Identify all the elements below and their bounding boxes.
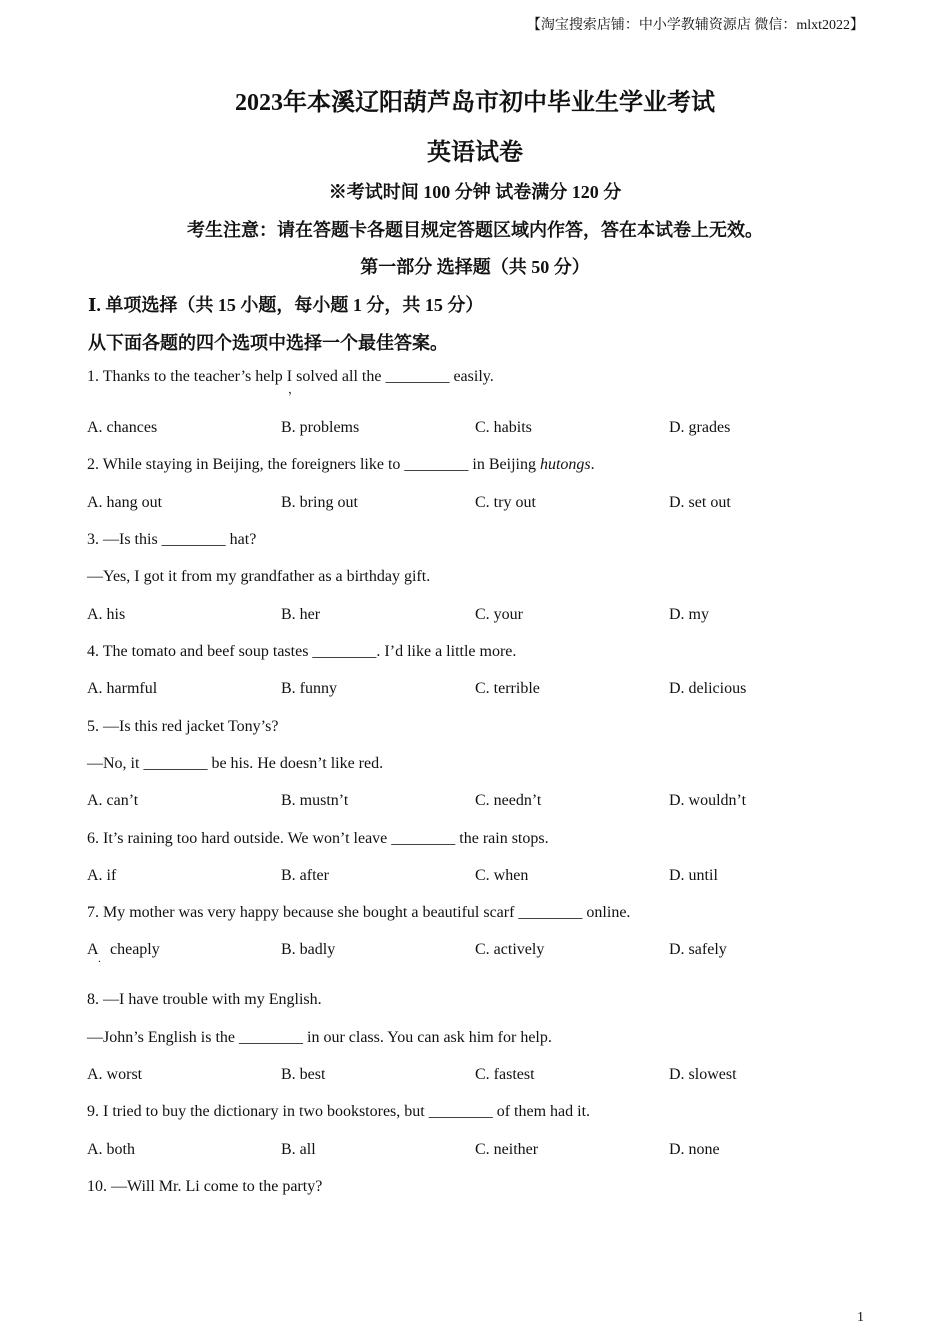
question-3-line-2: —Yes, I got it from my grandfather as a birthday gift. — [87, 568, 431, 585]
q7-option-b: B. badly — [281, 941, 336, 958]
q3-option-b: B. her — [281, 606, 321, 623]
q5-option-b: B. mustn’t — [281, 792, 349, 809]
q1-option-a: A. chances — [87, 419, 158, 436]
question-2 — [87, 456, 595, 474]
question-6: 6. It’s raining too hard outside. We won’t leave ________ the rain stops. — [87, 830, 549, 847]
question-4: 4. The tomato and beef soup tastes ________. I’d like a little more. — [87, 643, 517, 660]
question-2-end: . — [590, 456, 595, 473]
question-8-line-2: —John’s English is the ________ in our class. You can ask him for help. — [87, 1029, 552, 1046]
q9-option-c: C. neither — [475, 1141, 539, 1158]
question-1-comma-mark: ， — [288, 382, 301, 396]
q4-option-a: A. harmful — [87, 680, 158, 697]
question-5-line-2: —No, it ________ be his. He doesn’t like red. — [87, 755, 384, 772]
q4-option-c: C. terrible — [475, 680, 540, 697]
q7-option-c: C. actively — [475, 941, 545, 958]
q6-option-a: A. if — [87, 867, 117, 884]
q3-option-d: D. my — [669, 606, 709, 623]
question-1: 1. Thanks to the teacher’s help I solved all the ________ easily. — [87, 368, 494, 385]
q4-option-b: B. funny — [281, 680, 337, 697]
q9-option-a: A. both — [87, 1141, 135, 1158]
q7-option-d: D. safely — [669, 941, 727, 958]
q6-option-b: B. after — [281, 867, 329, 884]
exam-subtitle: 英语试卷 — [427, 140, 523, 166]
q8-option-c: C. fastest — [475, 1066, 535, 1083]
section-heading: Ⅰ. 单项选择（共 15 小题，每小题 1 分，共 15 分） — [88, 295, 484, 315]
question-5-line-1: 5. —Is this red jacket Tony’s? — [87, 718, 279, 735]
page-number: 1 — [857, 1310, 864, 1325]
question-10-line-1: 10. —Will Mr. Li come to the party? — [87, 1178, 323, 1195]
q7-option-a-word: cheaply — [110, 941, 160, 958]
q1-option-b: B. problems — [281, 419, 360, 436]
question-2-italic-word: hutongs — [539, 456, 591, 473]
question-3-line-1: 3. —Is this ________ hat? — [87, 531, 257, 548]
q7-option-a-letter: A — [87, 941, 99, 958]
q3-option-a: A. his — [87, 606, 126, 623]
q4-option-d: D. delicious — [669, 680, 747, 697]
q8-option-d: D. slowest — [669, 1066, 737, 1083]
part-heading: 第一部分 选择题（共 50 分） — [360, 257, 590, 277]
q2-option-c: C. try out — [475, 494, 536, 511]
q8-option-a: A. worst — [87, 1066, 143, 1083]
q3-option-c: C. your — [475, 606, 523, 623]
q7-option-a-dot: . — [98, 951, 101, 965]
q1-option-d: D. grades — [669, 419, 731, 436]
exam-title: 2023年本溪辽阳葫芦岛市初中毕业生学业考试 — [235, 90, 715, 116]
section-instruction: 从下面各题的四个选项中选择一个最佳答案。 — [88, 333, 448, 353]
exam-notice: 考生注意：请在答题卡各题目规定答题区域内作答，答在本试卷上无效。 — [187, 220, 763, 240]
q6-option-c: C. when — [475, 867, 529, 884]
q2-option-a: A. hang out — [87, 494, 163, 511]
q8-option-b: B. best — [281, 1066, 326, 1083]
q5-option-c: C. needn’t — [475, 792, 542, 809]
question-9: 9. I tried to buy the dictionary in two bookstores, but ________ of them had it. — [87, 1103, 591, 1120]
q9-option-d: D. none — [669, 1141, 720, 1158]
q6-option-d: D. until — [669, 867, 718, 884]
q2-option-d: D. set out — [669, 494, 731, 511]
question-2-text: 2. While staying in Beijing, the foreigners like to ________ in Beijing — [87, 456, 540, 473]
q2-option-b: B. bring out — [281, 494, 358, 511]
watermark-text: 【淘宝搜索店铺：中小学教辅资源店 微信：mlxt2022】 — [526, 18, 864, 33]
question-7: 7. My mother was very happy because she bought a beautiful scarf ________ online. — [87, 904, 631, 921]
q9-option-b: B. all — [281, 1141, 316, 1158]
q5-option-a: A. can’t — [87, 792, 139, 809]
q1-option-c: C. habits — [475, 419, 532, 436]
exam-info: ※考试时间 100 分钟 试卷满分 120 分 — [328, 182, 622, 202]
question-8-line-1: 8. —I have trouble with my English. — [87, 991, 322, 1008]
q5-option-d: D. wouldn’t — [669, 792, 747, 809]
